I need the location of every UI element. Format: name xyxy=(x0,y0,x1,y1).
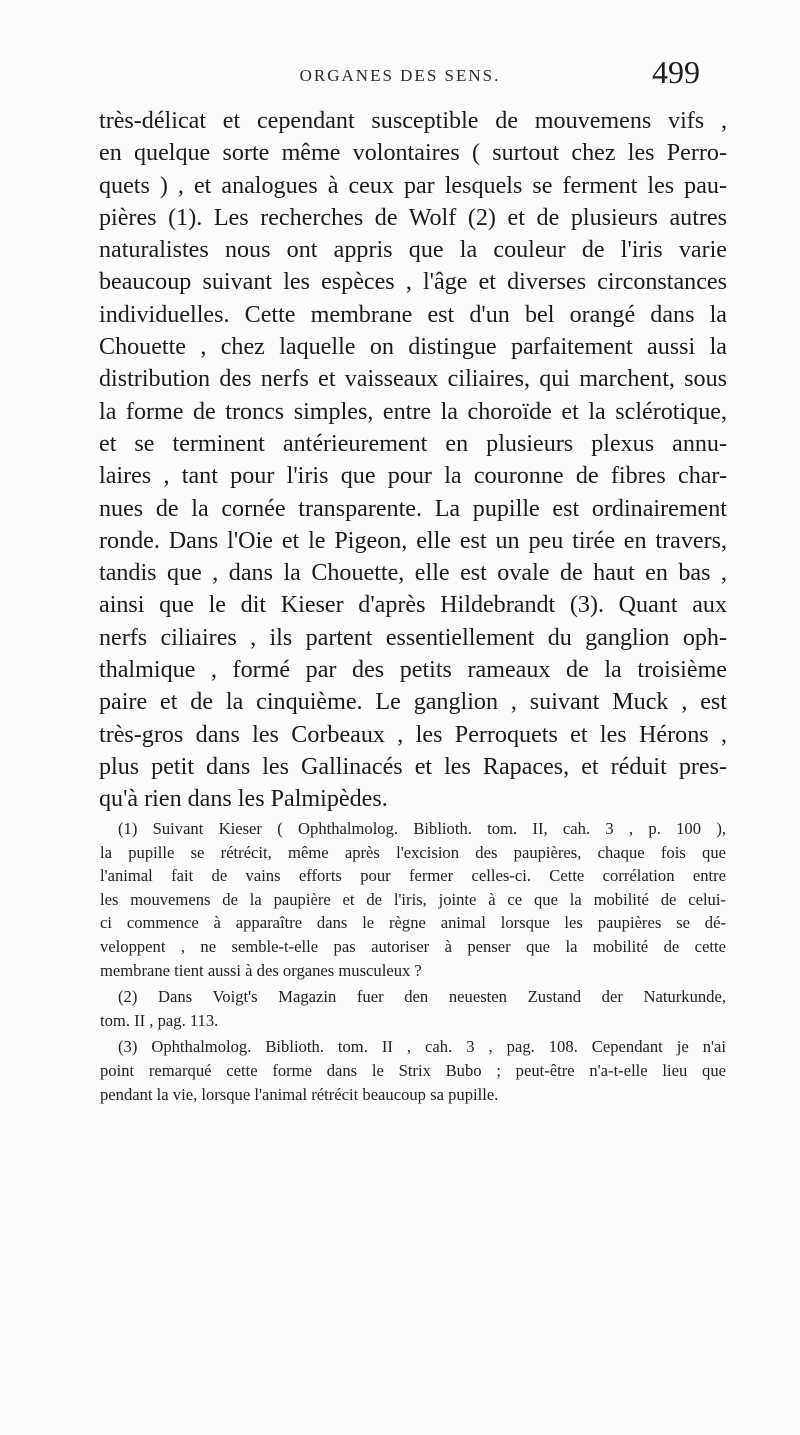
footnote-line: pendant la vie, lorsque l'animal rétrécit beaucoup sa pupille. xyxy=(100,1084,499,1104)
footnote-line: membrane tient aussi à des organes musculeux ? xyxy=(100,960,422,980)
text-line: la forme de troncs simples, entre la choroïde et la sclérotique, xyxy=(99,398,727,425)
footnote-line: (2) Dans Voigt's Magazin fuer den neuesten Zustand der Naturkunde, xyxy=(118,987,726,1007)
footnote-3 xyxy=(100,1035,726,1106)
footnote-line: tom. II , pag. 113. xyxy=(100,1010,219,1030)
text-line: très-gros dans les Corbeaux , les Perroquets et les Hérons , xyxy=(99,721,727,748)
text-line: beaucoup suivant les espèces , l'âge et diverses circonstances xyxy=(99,269,727,296)
text-line: laires , tant pour l'iris que pour la couronne de fibres char- xyxy=(99,463,727,490)
text-line: pières (1). Les recherches de Wolf (2) et de plusieurs autres xyxy=(99,204,727,231)
footnotes xyxy=(100,817,726,1109)
text-line: plus petit dans les Gallinacés et les Rapaces, et réduit pres- xyxy=(99,753,727,780)
footnote-line: la pupille se rétrécit, même après l'excision des paupières, chaque fois que xyxy=(100,842,726,862)
text-line: quets ) , et analogues à ceux par lesquels se ferment les pau- xyxy=(99,172,727,199)
text-line: qu'à rien dans les Palmipèdes. xyxy=(99,786,388,813)
main-text xyxy=(99,105,727,816)
text-line: ronde. Dans l'Oie et le Pigeon, elle est un peu tirée en travers, xyxy=(99,527,727,554)
footnote-line: ci commence à apparaître dans le règne animal lorsque les paupières se dé- xyxy=(100,913,726,933)
page-header xyxy=(0,54,800,98)
footnote-line: (1) Suivant Kieser ( Ophthalmolog. Biblioth. tom. II, cah. 3 , p. 100 ), xyxy=(118,819,726,838)
text-line: et se terminent antérieurement en plusieurs plexus annu- xyxy=(99,430,727,457)
text-line: naturalistes nous ont appris que la couleur de l'iris varie xyxy=(99,237,727,264)
footnote-line: l'animal fait de vains efforts pour fermer celles-ci. Cette corrélation entre xyxy=(100,866,726,886)
text-line: nues de la cornée transparente. La pupille est ordinairement xyxy=(99,495,727,522)
footnote-line: veloppent , ne semble-t-elle pas autoriser à penser que la mobilité de cette xyxy=(100,936,726,956)
text-line: ainsi que le dit Kieser d'après Hildebrandt (3). Quant aux xyxy=(99,592,727,619)
text-line: distribution des nerfs et vaisseaux ciliaires, qui marchent, sous xyxy=(99,366,727,393)
text-line: thalmique , formé par des petits rameaux de la troisième xyxy=(99,657,727,684)
footnote-line: les mouvemens de la paupière et de l'iris, jointe à ce que la mobilité de celui- xyxy=(100,889,726,909)
text-line: Chouette , chez laquelle on distingue parfaitement aussi la xyxy=(99,334,727,361)
footnote-1 xyxy=(100,817,726,982)
text-line: paire et de la cinquième. Le ganglion , suivant Muck , est xyxy=(99,689,727,716)
text-line: très-délicat et cependant susceptible de mouvemens vifs , xyxy=(99,108,727,134)
text-line: en quelque sorte même volontaires ( surtout chez les Perro- xyxy=(99,140,727,167)
text-line: tandis que , dans la Chouette, elle est ovale de haut en bas , xyxy=(99,560,727,587)
text-line: nerfs ciliaires , ils partent essentiellement du ganglion oph- xyxy=(99,624,727,651)
running-head: ORGANES DES SENS. xyxy=(299,66,501,85)
footnote-line: point remarqué cette forme dans le Strix Bubo ; peut-être n'a-t-elle lieu que xyxy=(100,1060,726,1080)
footnote-line: (3) Ophthalmolog. Biblioth. tom. II , cah. 3 , pag. 108. Cependant je n'ai xyxy=(118,1037,726,1057)
page-number: 499 xyxy=(652,54,700,90)
text-line: individuelles. Cette membrane est d'un bel orangé dans la xyxy=(99,301,727,328)
footnote-2 xyxy=(100,985,726,1032)
